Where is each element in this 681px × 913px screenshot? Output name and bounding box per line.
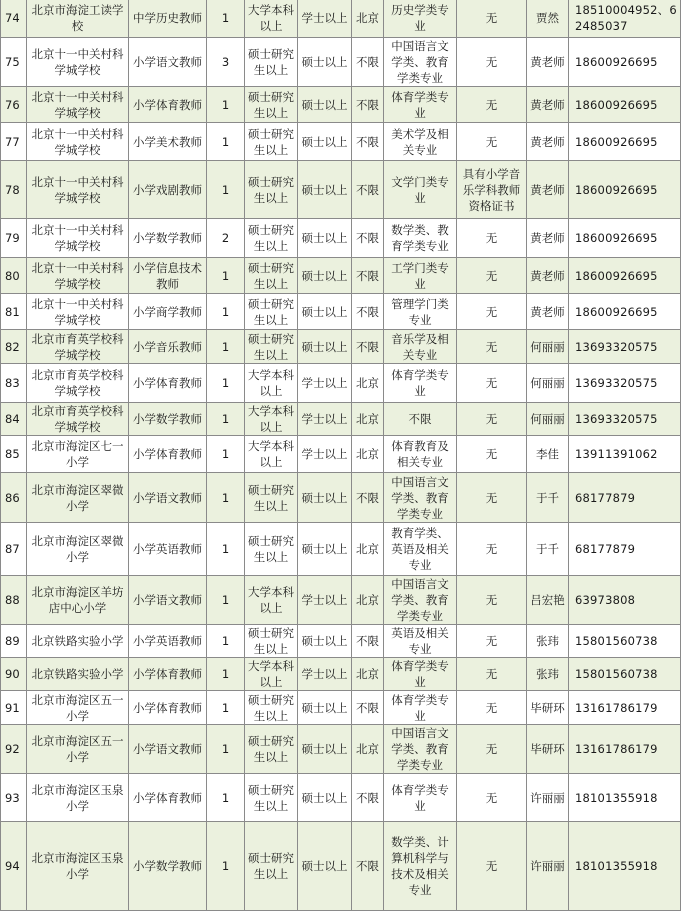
school-name-cell: 北京铁路实验小学 — [27, 658, 129, 691]
hire-count-cell: 1 — [207, 822, 245, 911]
residence-requirement-cell: 北京 — [352, 658, 384, 691]
table-row — [1, 625, 681, 658]
major-requirement-cell: 中国语言文学类、教育学类专业 — [384, 38, 457, 87]
row-number-cell: 89 — [1, 625, 27, 658]
contact-person-cell: 于千 — [527, 473, 569, 523]
education-requirement-cell: 大学本科以上 — [245, 576, 298, 625]
other-requirement-cell: 无 — [457, 625, 527, 658]
residence-requirement-cell: 不限 — [352, 294, 384, 330]
contact-person-cell: 张玮 — [527, 625, 569, 658]
residence-requirement-cell: 不限 — [352, 87, 384, 123]
table-row — [1, 774, 681, 822]
school-name-cell: 北京市海淀工读学校 — [27, 0, 129, 38]
school-name-cell: 北京十一中关村科学城学校 — [27, 258, 129, 294]
education-requirement-cell: 硕士研究生以上 — [245, 38, 298, 87]
position-name-cell: 小学体育教师 — [129, 87, 207, 123]
table-row — [1, 123, 681, 161]
other-requirement-cell: 无 — [457, 523, 527, 576]
education-requirement-cell: 硕士研究生以上 — [245, 691, 298, 725]
hire-count-cell: 1 — [207, 658, 245, 691]
major-requirement-cell: 英语及相关专业 — [384, 625, 457, 658]
contact-person-cell: 贾然 — [527, 0, 569, 38]
residence-requirement-cell: 不限 — [352, 258, 384, 294]
degree-requirement-cell: 学士以上 — [298, 436, 352, 473]
table-row — [1, 294, 681, 330]
education-requirement-cell: 硕士研究生以上 — [245, 725, 298, 774]
contact-phone-cell: 13693320575 — [569, 364, 681, 403]
school-name-cell: 北京铁路实验小学 — [27, 625, 129, 658]
position-name-cell: 小学体育教师 — [129, 364, 207, 403]
education-requirement-cell: 大学本科以上 — [245, 436, 298, 473]
degree-requirement-cell: 硕士以上 — [298, 123, 352, 161]
education-requirement-cell: 硕士研究生以上 — [245, 258, 298, 294]
education-requirement-cell: 硕士研究生以上 — [245, 330, 298, 364]
table-row — [1, 691, 681, 725]
table-row — [1, 576, 681, 625]
degree-requirement-cell: 硕士以上 — [298, 625, 352, 658]
school-name-cell: 北京市育英学校科学城学校 — [27, 403, 129, 436]
table-row — [1, 725, 681, 774]
major-requirement-cell: 体育学类专业 — [384, 87, 457, 123]
hire-count-cell: 1 — [207, 294, 245, 330]
contact-phone-cell: 15801560738 — [569, 658, 681, 691]
table-body — [1, 0, 681, 911]
other-requirement-cell: 无 — [457, 364, 527, 403]
table-row — [1, 822, 681, 911]
table-row — [1, 0, 681, 38]
table-row — [1, 161, 681, 219]
degree-requirement-cell: 硕士以上 — [298, 87, 352, 123]
row-number-cell: 85 — [1, 436, 27, 473]
degree-requirement-cell: 学士以上 — [298, 0, 352, 38]
hire-count-cell: 1 — [207, 523, 245, 576]
hire-count-cell: 1 — [207, 330, 245, 364]
school-name-cell: 北京十一中关村科学城学校 — [27, 38, 129, 87]
contact-phone-cell: 13161786179 — [569, 725, 681, 774]
row-number-cell: 79 — [1, 219, 27, 258]
major-requirement-cell: 美术学及相关专业 — [384, 123, 457, 161]
table-row — [1, 436, 681, 473]
other-requirement-cell: 无 — [457, 330, 527, 364]
school-name-cell: 北京市育英学校科学城学校 — [27, 330, 129, 364]
contact-person-cell: 何丽丽 — [527, 403, 569, 436]
contact-phone-cell: 63973808 — [569, 576, 681, 625]
hire-count-cell: 1 — [207, 123, 245, 161]
education-requirement-cell: 硕士研究生以上 — [245, 87, 298, 123]
other-requirement-cell: 无 — [457, 691, 527, 725]
row-number-cell: 74 — [1, 0, 27, 38]
position-name-cell: 小学戏剧教师 — [129, 161, 207, 219]
other-requirement-cell: 无 — [457, 294, 527, 330]
position-name-cell: 小学语文教师 — [129, 38, 207, 87]
school-name-cell: 北京十一中关村科学城学校 — [27, 123, 129, 161]
position-name-cell: 小学美术教师 — [129, 123, 207, 161]
contact-person-cell: 黄老师 — [527, 161, 569, 219]
position-name-cell: 小学体育教师 — [129, 436, 207, 473]
education-requirement-cell: 大学本科以上 — [245, 364, 298, 403]
major-requirement-cell: 管理学门类专业 — [384, 294, 457, 330]
major-requirement-cell: 不限 — [384, 403, 457, 436]
other-requirement-cell: 无 — [457, 258, 527, 294]
education-requirement-cell: 硕士研究生以上 — [245, 774, 298, 822]
row-number-cell: 91 — [1, 691, 27, 725]
contact-phone-cell: 18600926695 — [569, 123, 681, 161]
row-number-cell: 75 — [1, 38, 27, 87]
contact-phone-cell: 15801560738 — [569, 625, 681, 658]
degree-requirement-cell: 学士以上 — [298, 403, 352, 436]
degree-requirement-cell: 学士以上 — [298, 658, 352, 691]
education-requirement-cell: 大学本科以上 — [245, 403, 298, 436]
row-number-cell: 83 — [1, 364, 27, 403]
row-number-cell: 90 — [1, 658, 27, 691]
contact-person-cell: 黄老师 — [527, 123, 569, 161]
contact-person-cell: 黄老师 — [527, 87, 569, 123]
hire-count-cell: 1 — [207, 403, 245, 436]
contact-person-cell: 张玮 — [527, 658, 569, 691]
major-requirement-cell: 中国语言文学类、教育学类专业 — [384, 473, 457, 523]
contact-person-cell: 何丽丽 — [527, 330, 569, 364]
hire-count-cell: 1 — [207, 691, 245, 725]
contact-person-cell: 黄老师 — [527, 219, 569, 258]
position-name-cell: 小学体育教师 — [129, 691, 207, 725]
major-requirement-cell: 数学类、计算机科学与技术及相关专业 — [384, 822, 457, 911]
degree-requirement-cell: 硕士以上 — [298, 691, 352, 725]
position-name-cell: 小学音乐教师 — [129, 330, 207, 364]
degree-requirement-cell: 硕士以上 — [298, 822, 352, 911]
other-requirement-cell: 无 — [457, 774, 527, 822]
contact-phone-cell: 68177879 — [569, 523, 681, 576]
contact-phone-cell: 18510004952、62485037 — [569, 0, 681, 38]
major-requirement-cell: 体育教育及相关专业 — [384, 436, 457, 473]
hire-count-cell: 1 — [207, 625, 245, 658]
education-requirement-cell: 大学本科以上 — [245, 0, 298, 38]
hire-count-cell: 1 — [207, 87, 245, 123]
contact-person-cell: 黄老师 — [527, 258, 569, 294]
residence-requirement-cell: 北京 — [352, 436, 384, 473]
contact-phone-cell: 13911391062 — [569, 436, 681, 473]
position-name-cell: 小学语文教师 — [129, 576, 207, 625]
contact-person-cell: 毕研环 — [527, 725, 569, 774]
contact-phone-cell: 68177879 — [569, 473, 681, 523]
hire-count-cell: 1 — [207, 774, 245, 822]
contact-phone-cell: 13693320575 — [569, 330, 681, 364]
education-requirement-cell: 硕士研究生以上 — [245, 625, 298, 658]
school-name-cell: 北京十一中关村科学城学校 — [27, 219, 129, 258]
other-requirement-cell: 无 — [457, 473, 527, 523]
position-name-cell: 小学体育教师 — [129, 658, 207, 691]
residence-requirement-cell: 北京 — [352, 403, 384, 436]
table-row — [1, 473, 681, 523]
residence-requirement-cell: 北京 — [352, 0, 384, 38]
degree-requirement-cell: 硕士以上 — [298, 725, 352, 774]
major-requirement-cell: 历史学类专业 — [384, 0, 457, 38]
school-name-cell: 北京市海淀区七一小学 — [27, 436, 129, 473]
contact-phone-cell: 18600926695 — [569, 38, 681, 87]
school-name-cell: 北京市海淀区五一小学 — [27, 725, 129, 774]
row-number-cell: 78 — [1, 161, 27, 219]
contact-phone-cell: 13693320575 — [569, 403, 681, 436]
residence-requirement-cell: 不限 — [352, 625, 384, 658]
row-number-cell: 77 — [1, 123, 27, 161]
table-row — [1, 219, 681, 258]
hire-count-cell: 1 — [207, 576, 245, 625]
school-name-cell: 北京市海淀区五一小学 — [27, 691, 129, 725]
residence-requirement-cell: 不限 — [352, 822, 384, 911]
position-name-cell: 小学语文教师 — [129, 473, 207, 523]
hire-count-cell: 1 — [207, 364, 245, 403]
degree-requirement-cell: 硕士以上 — [298, 294, 352, 330]
degree-requirement-cell: 硕士以上 — [298, 258, 352, 294]
education-requirement-cell: 硕士研究生以上 — [245, 219, 298, 258]
contact-phone-cell: 13161786179 — [569, 691, 681, 725]
school-name-cell: 北京市海淀区翠微小学 — [27, 473, 129, 523]
degree-requirement-cell: 硕士以上 — [298, 774, 352, 822]
residence-requirement-cell: 不限 — [352, 473, 384, 523]
school-name-cell: 北京十一中关村科学城学校 — [27, 294, 129, 330]
hire-count-cell: 1 — [207, 473, 245, 523]
hire-count-cell: 1 — [207, 0, 245, 38]
residence-requirement-cell: 北京 — [352, 576, 384, 625]
degree-requirement-cell: 学士以上 — [298, 576, 352, 625]
table-row — [1, 658, 681, 691]
residence-requirement-cell: 不限 — [352, 774, 384, 822]
education-requirement-cell: 硕士研究生以上 — [245, 123, 298, 161]
school-name-cell: 北京市海淀区玉泉小学 — [27, 822, 129, 911]
residence-requirement-cell: 不限 — [352, 691, 384, 725]
degree-requirement-cell: 硕士以上 — [298, 523, 352, 576]
row-number-cell: 84 — [1, 403, 27, 436]
degree-requirement-cell: 硕士以上 — [298, 161, 352, 219]
degree-requirement-cell: 硕士以上 — [298, 330, 352, 364]
contact-person-cell: 吕宏艳 — [527, 576, 569, 625]
position-name-cell: 小学英语教师 — [129, 523, 207, 576]
residence-requirement-cell: 不限 — [352, 330, 384, 364]
major-requirement-cell: 体育学类专业 — [384, 691, 457, 725]
education-requirement-cell: 硕士研究生以上 — [245, 294, 298, 330]
contact-person-cell: 黄老师 — [527, 38, 569, 87]
major-requirement-cell: 体育学类专业 — [384, 774, 457, 822]
contact-phone-cell: 18600926695 — [569, 219, 681, 258]
residence-requirement-cell: 北京 — [352, 364, 384, 403]
education-requirement-cell: 硕士研究生以上 — [245, 473, 298, 523]
contact-person-cell: 黄老师 — [527, 294, 569, 330]
other-requirement-cell: 无 — [457, 725, 527, 774]
table-row — [1, 523, 681, 576]
major-requirement-cell: 数学类、教育学类专业 — [384, 219, 457, 258]
hire-count-cell: 1 — [207, 725, 245, 774]
contact-person-cell: 何丽丽 — [527, 364, 569, 403]
residence-requirement-cell: 不限 — [352, 161, 384, 219]
other-requirement-cell: 无 — [457, 0, 527, 38]
row-number-cell: 92 — [1, 725, 27, 774]
degree-requirement-cell: 硕士以上 — [298, 38, 352, 87]
school-name-cell: 北京十一中关村科学城学校 — [27, 161, 129, 219]
major-requirement-cell: 体育学类专业 — [384, 364, 457, 403]
contact-phone-cell: 18600926695 — [569, 161, 681, 219]
residence-requirement-cell: 北京 — [352, 725, 384, 774]
row-number-cell: 93 — [1, 774, 27, 822]
residence-requirement-cell: 不限 — [352, 38, 384, 87]
major-requirement-cell: 教育学类、英语及相关专业 — [384, 523, 457, 576]
contact-phone-cell: 18600926695 — [569, 258, 681, 294]
position-name-cell: 小学数学教师 — [129, 219, 207, 258]
degree-requirement-cell: 硕士以上 — [298, 219, 352, 258]
school-name-cell: 北京市海淀区羊坊店中心小学 — [27, 576, 129, 625]
row-number-cell: 88 — [1, 576, 27, 625]
row-number-cell: 81 — [1, 294, 27, 330]
row-number-cell: 94 — [1, 822, 27, 911]
table-row — [1, 330, 681, 364]
other-requirement-cell: 无 — [457, 436, 527, 473]
education-requirement-cell: 大学本科以上 — [245, 658, 298, 691]
major-requirement-cell: 中国语言文学类、教育学类专业 — [384, 725, 457, 774]
education-requirement-cell: 硕士研究生以上 — [245, 161, 298, 219]
other-requirement-cell: 无 — [457, 219, 527, 258]
contact-phone-cell: 18101355918 — [569, 822, 681, 911]
position-name-cell: 小学信息技术教师 — [129, 258, 207, 294]
contact-person-cell: 许丽丽 — [527, 774, 569, 822]
other-requirement-cell: 无 — [457, 822, 527, 911]
table-row — [1, 364, 681, 403]
contact-person-cell: 许丽丽 — [527, 822, 569, 911]
hire-count-cell: 1 — [207, 436, 245, 473]
position-name-cell: 中学历史教师 — [129, 0, 207, 38]
hire-count-cell: 2 — [207, 219, 245, 258]
major-requirement-cell: 音乐学及相关专业 — [384, 330, 457, 364]
major-requirement-cell: 中国语言文学类、教育学类专业 — [384, 576, 457, 625]
position-name-cell: 小学语文教师 — [129, 725, 207, 774]
row-number-cell: 80 — [1, 258, 27, 294]
position-name-cell: 小学英语教师 — [129, 625, 207, 658]
education-requirement-cell: 硕士研究生以上 — [245, 822, 298, 911]
position-name-cell: 小学数学教师 — [129, 822, 207, 911]
major-requirement-cell: 工学门类专业 — [384, 258, 457, 294]
contact-phone-cell: 18600926695 — [569, 87, 681, 123]
other-requirement-cell: 无 — [457, 123, 527, 161]
residence-requirement-cell: 不限 — [352, 123, 384, 161]
row-number-cell: 76 — [1, 87, 27, 123]
other-requirement-cell: 无 — [457, 576, 527, 625]
other-requirement-cell: 无 — [457, 38, 527, 87]
contact-person-cell: 于千 — [527, 523, 569, 576]
table-row — [1, 38, 681, 87]
contact-person-cell: 李佳 — [527, 436, 569, 473]
other-requirement-cell: 无 — [457, 87, 527, 123]
contact-phone-cell: 18101355918 — [569, 774, 681, 822]
row-number-cell: 87 — [1, 523, 27, 576]
education-requirement-cell: 硕士研究生以上 — [245, 523, 298, 576]
school-name-cell: 北京十一中关村科学城学校 — [27, 87, 129, 123]
school-name-cell: 北京市海淀区翠微小学 — [27, 523, 129, 576]
other-requirement-cell: 无 — [457, 403, 527, 436]
hire-count-cell: 1 — [207, 258, 245, 294]
major-requirement-cell: 文学门类专业 — [384, 161, 457, 219]
row-number-cell: 82 — [1, 330, 27, 364]
school-name-cell: 北京市海淀区玉泉小学 — [27, 774, 129, 822]
major-requirement-cell: 体育学类专业 — [384, 658, 457, 691]
other-requirement-cell: 无 — [457, 658, 527, 691]
table-row — [1, 87, 681, 123]
contact-phone-cell: 18600926695 — [569, 294, 681, 330]
degree-requirement-cell: 硕士以上 — [298, 473, 352, 523]
hire-count-cell: 1 — [207, 161, 245, 219]
position-name-cell: 小学数学教师 — [129, 403, 207, 436]
residence-requirement-cell: 北京 — [352, 523, 384, 576]
row-number-cell: 86 — [1, 473, 27, 523]
position-name-cell: 小学商学教师 — [129, 294, 207, 330]
position-name-cell: 小学体育教师 — [129, 774, 207, 822]
table-row — [1, 258, 681, 294]
residence-requirement-cell: 不限 — [352, 219, 384, 258]
degree-requirement-cell: 学士以上 — [298, 364, 352, 403]
table-row — [1, 403, 681, 436]
hire-count-cell: 3 — [207, 38, 245, 87]
other-requirement-cell: 具有小学音乐学科教师资格证书 — [457, 161, 527, 219]
contact-person-cell: 毕研环 — [527, 691, 569, 725]
school-name-cell: 北京市育英学校科学城学校 — [27, 364, 129, 403]
